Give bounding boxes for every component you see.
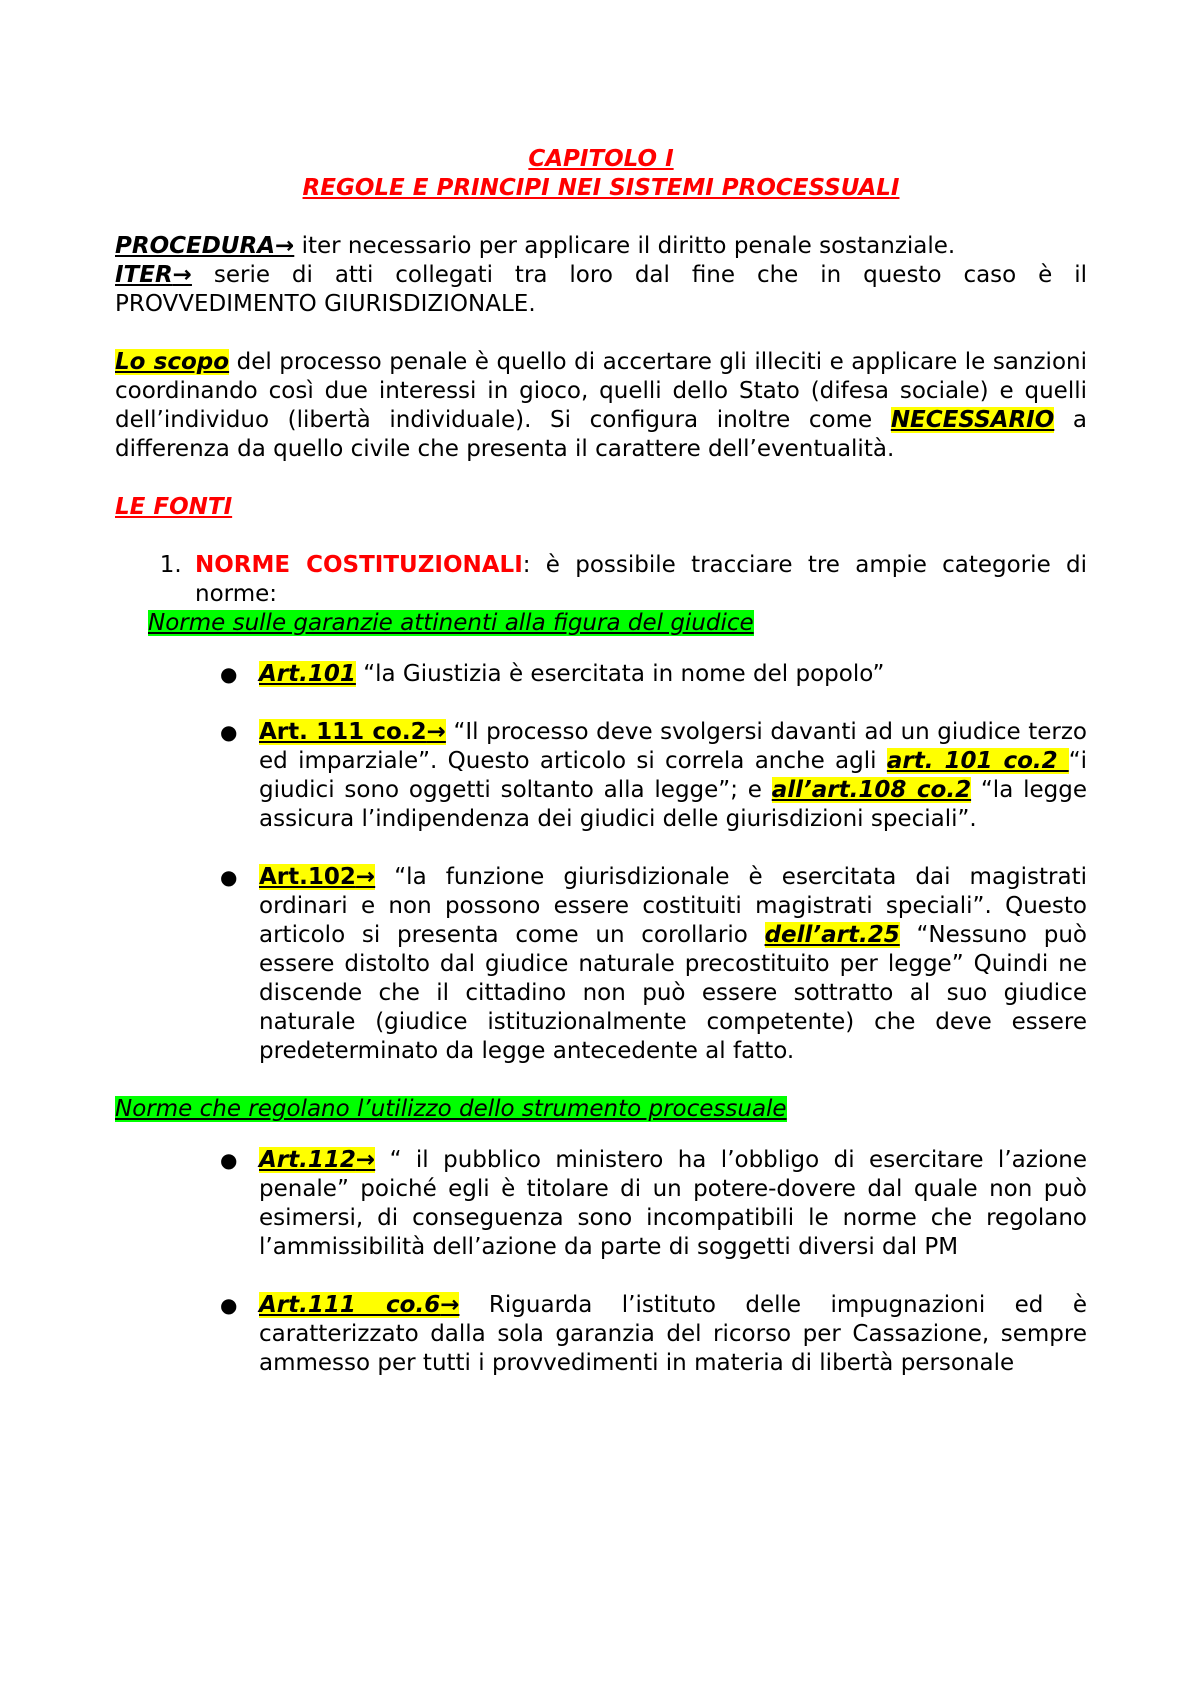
paragraph-scopo: Lo scopo del processo penale è quello di accertare gli illeciti e applicare le sanzioni coordinando così due interessi in gioco, quelli dello Stato (difesa sociale) e quelli dell’individuo (libertà individuale). Si configura inoltre come NECESSARIO a differenza da quello civile che presenta il carattere dell’eventualità. [115,349,1088,462]
norme-costituzionali-label: NORME COSTITUZIONALI [195,552,523,578]
art-25-ref: dell’art.25 [764,922,900,948]
bullet-icon: ● [220,720,238,744]
definition-iter: ITER→ serie di atti collegati tra loro dal fine che in questo caso è il PROVVEDIMENTO GIURISDIZIONALE. [115,262,1087,317]
list-item: 1. NORME COSTITUZIONALI: è possibile tracciare tre ampie categorie di norme: [189,551,1087,609]
chapter-title: REGOLE E PRINCIPI NEI SISTEMI PROCESSUALI [302,175,900,201]
bullet-icon: ● [220,1148,238,1172]
definition-procedura: PROCEDURA→ iter necessario per applicare il diritto penale sostanziale. [115,233,956,259]
group-heading-giudice: Norme sulle garanzie attinenti alla figura del giudice [148,610,754,636]
fonti-list [115,551,1087,609]
list-item: ● Art.101 “la Giustizia è esercitata in nome del popolo” [220,661,885,687]
term-procedura: PROCEDURA→ [115,233,295,259]
list-item: ● Art.112→ “ il pubblico ministero ha l’obbligo di esercitare l’azione penale” poiché egli è titolare di un potere-dovere dal quale non può esimersi, di conseguenza sono incompatibili le norme che regolano l’ammissibilità dell’azione da parte di soggetti diversi dal PM [220,1147,1087,1260]
term-iter: ITER→ [115,262,192,288]
arrow-right-icon: → [355,1147,376,1173]
art-111-co6-ref: Art.111 co.6→ [259,1292,460,1318]
section-heading-fonti: LE FONTI [115,494,233,520]
art-102-ref: Art.102→ [259,864,376,890]
bullet-icon: ● [220,662,238,686]
list-item: ● Art.111 co.6→ Riguarda l’istituto delle impugnazioni ed è caratterizzato dalla sola garanzia del ricorso per Cassazione, sempre ammesso per tutti i provvedimenti in materia di libertà personale [220,1292,1087,1376]
art-108-co2-ref: all’art.108 co.2 [771,777,972,803]
art-101-ref: Art.101 [259,661,356,687]
term-necessario: NECESSARIO [890,407,1055,433]
chapter-number: CAPITOLO I [528,146,674,172]
list-item: ● Art. 111 co.2→ “Il processo deve svolgersi davanti ad un giudice terzo ed imparziale”. Questo articolo si correla anche agli art. 101 co.2 “i giudici sono oggetti soltanto alla legge”; e all’art.108 co.2 “la legge assicura l’indipendenza dei giudici delle giurisdizioni speciali”. [220,719,1087,832]
arrow-right-icon: → [275,233,295,259]
arrow-right-icon: → [355,864,376,890]
art-112-ref: Art.112→ [259,1147,376,1173]
document-page [115,145,1087,1407]
list-item: ● Art.102→ “la funzione giurisdizionale è esercitata dai magistrati ordinari e non possono essere costituiti magistrati speciali”. Questo articolo si presenta come un corollario dell’art.25 “Nessuno può essere distolto dal giudice naturale precostituito per legge” Quindi ne discende che il cittadino non può essere sottratto al suo giudice naturale (giudice istituzionalmente competente) che deve essere predeterminato da legge antecedente al fatto. [220,864,1087,1064]
group-heading-strumento: Norme che regolano l’utilizzo dello strumento processuale [115,1096,787,1122]
arrow-right-icon: → [440,1292,460,1318]
arrow-right-icon: → [172,262,192,288]
articles-list-giudice [115,660,1087,1066]
term-scopo: Lo scopo [115,349,230,375]
articles-list-strumento [115,1146,1087,1378]
bullet-icon: ● [220,865,238,889]
arrow-right-icon: → [426,719,446,745]
art-101-co2-ref: art. 101 co.2 [886,748,1069,774]
art-111-ref: Art. 111 co.2→ [259,719,446,745]
bullet-icon: ● [220,1293,238,1317]
